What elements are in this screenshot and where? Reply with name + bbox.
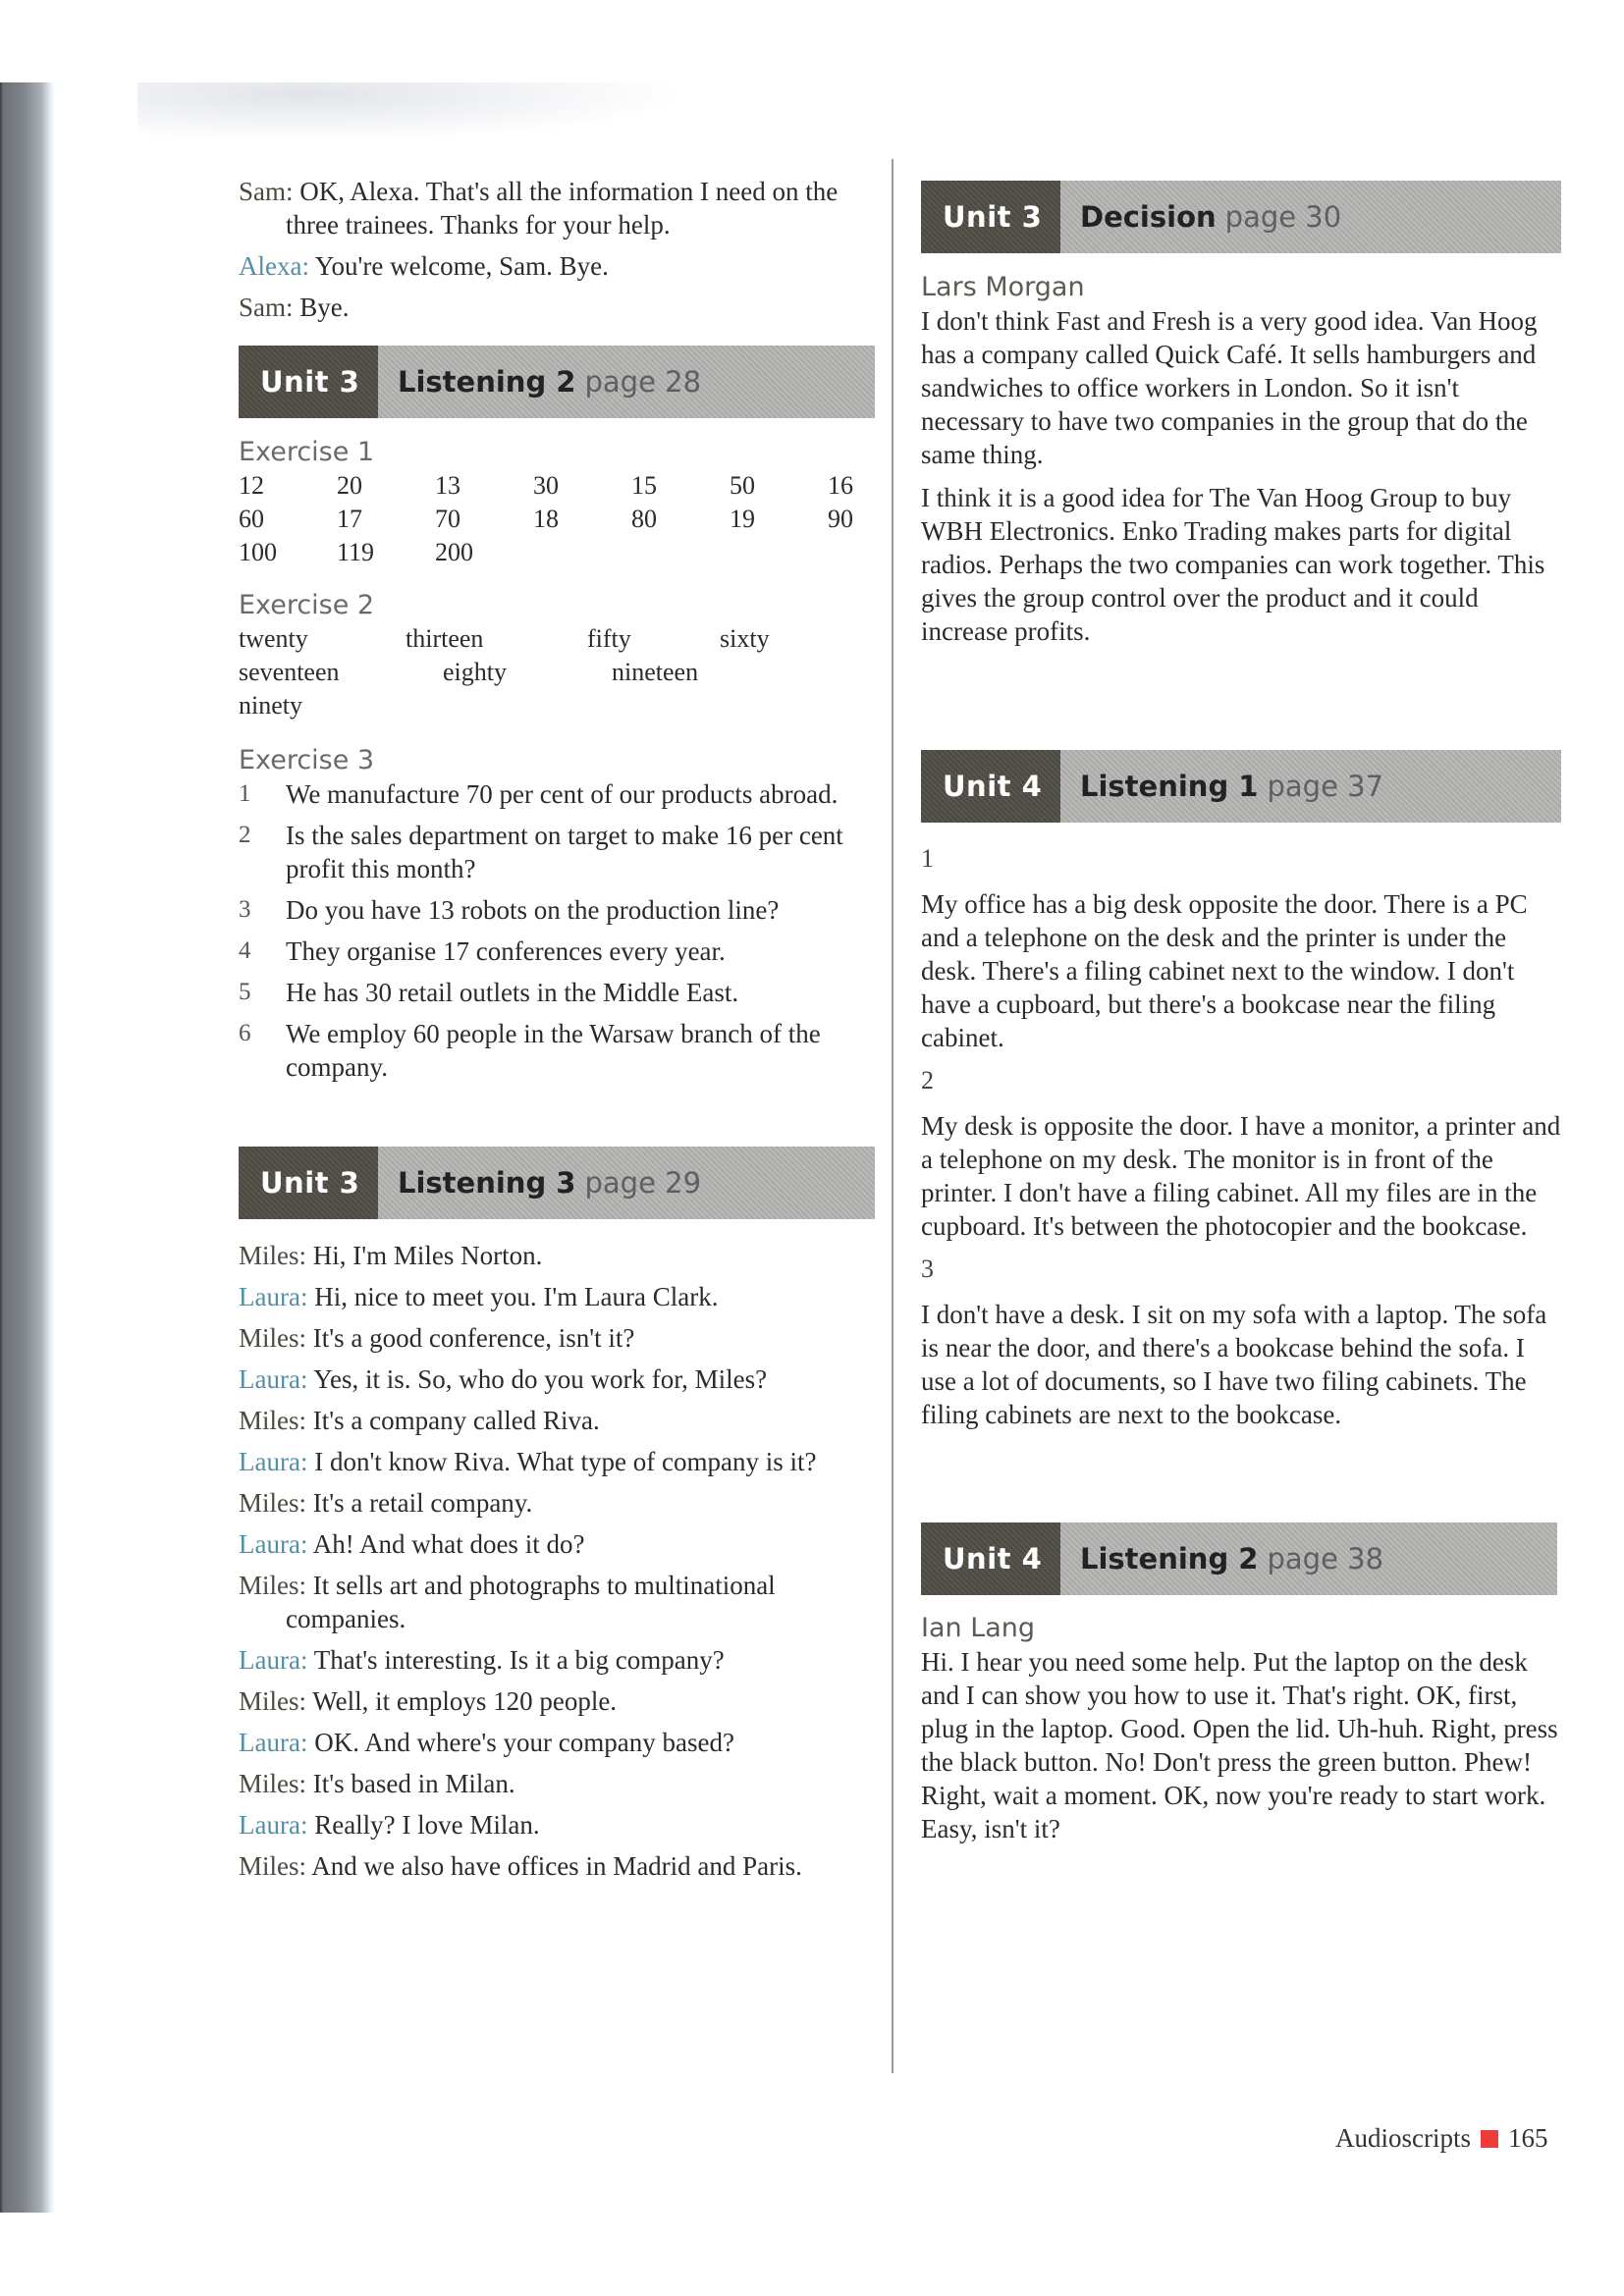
item-text: Is the sales department on target to make 16 per cent profit this month? [286, 821, 843, 883]
speaker-label: Miles: [239, 1571, 307, 1600]
unit-label: Unit 3 [239, 1147, 378, 1219]
number-cell: 200 [435, 538, 473, 566]
number-cell: 13 [435, 471, 460, 500]
paragraph: I think it is a good idea for The Van Hoog Group to buy WBH Electronics. Enko Trading makes parts for digital radios. Perhaps the two companies can work together. This gives the group control over the product and it could increase profits. [921, 483, 1545, 646]
number-cell: 30 [533, 471, 559, 500]
section-header-unit3-listening3 [239, 1147, 875, 1219]
number-cell: 100 [239, 538, 277, 566]
dialogue-line [239, 1569, 877, 1635]
unit-label: Unit 4 [921, 1522, 1060, 1595]
column-divider [892, 159, 893, 2073]
speaker-name: Ian Lang [921, 1613, 1036, 1643]
item-text: We employ 60 people in the Warsaw branch of the company. [286, 1019, 821, 1082]
section-name: Audioscripts [1335, 2123, 1471, 2153]
item-number: 2 [239, 822, 251, 848]
dialogue-line [239, 1445, 877, 1478]
number-cell: 90 [828, 505, 853, 533]
dialogue-text: It's a good conference, isn't it? [312, 1323, 635, 1353]
dialogue-line [239, 1684, 877, 1718]
word-row [239, 656, 877, 689]
speaker-label: Miles: [239, 1686, 307, 1716]
section-header-unit4-listening1 [921, 750, 1561, 823]
number-cell: 119 [337, 538, 375, 566]
speaker-label: Laura: [239, 1728, 308, 1757]
item-text: He has 30 retail outlets in the Middle East. [286, 978, 739, 1007]
item-text: They organise 17 conferences every year. [286, 936, 726, 966]
exercise-heading: Exercise 2 [239, 590, 375, 620]
word-cell: ninety [239, 691, 302, 720]
dialogue-line [239, 1486, 877, 1520]
number-cell: 20 [337, 471, 362, 500]
speaker-label: Laura: [239, 1364, 308, 1394]
number-cell: 17 [337, 505, 362, 533]
item-text: Do you have 13 robots on the production line? [286, 895, 780, 925]
item-number: 3 [921, 1255, 934, 1283]
dialogue-text: Hi, I'm Miles Norton. [312, 1241, 543, 1270]
page-reference: page 37 [1267, 770, 1384, 803]
speaker-label: Laura: [239, 1645, 308, 1675]
item-text: We manufacture 70 per cent of our products abroad. [286, 779, 839, 809]
word-cell: nineteen [612, 658, 699, 686]
number-cell: 60 [239, 505, 264, 533]
page-reference: page 29 [584, 1166, 702, 1200]
speaker-label: Miles: [239, 1241, 307, 1270]
unit-label: Unit 3 [921, 181, 1060, 253]
page-footer [1335, 2123, 1548, 2154]
number-cell: 50 [730, 471, 755, 500]
dialogue-text: OK, Alexa. That's all the information I need on the three trainees. Thanks for your help. [286, 177, 839, 240]
speaker-label: Alexa: [239, 251, 309, 281]
section-name: Decision [1080, 200, 1217, 234]
speaker-label: Laura: [239, 1447, 308, 1476]
section-name: Listening 2 [398, 365, 576, 399]
word-cell: twenty [239, 624, 308, 653]
dialogue-line [239, 1280, 877, 1313]
paragraph: My desk is opposite the door. I have a monitor, a printer and a telephone on my desk. The monitor is in front of the printer. I don't have a filing cabinet. All my files are in the cupboard. It's between the photocopier and the bookcase. [921, 1111, 1561, 1241]
word-row [239, 622, 877, 656]
number-cell: 15 [631, 471, 657, 500]
item-number: 6 [239, 1020, 251, 1046]
dialogue-line [239, 175, 877, 241]
number-cell: 16 [828, 471, 853, 500]
dialogue-text: You're welcome, Sam. Bye. [314, 251, 609, 281]
word-cell: eighty [443, 658, 507, 686]
dialogue-line [239, 1239, 877, 1272]
number-cell: 80 [631, 505, 657, 533]
exercise-heading: Exercise 1 [239, 437, 375, 467]
page-number: 165 [1508, 2123, 1548, 2153]
scan-shadow [137, 82, 687, 141]
dialogue-text: And we also have offices in Madrid and Paris. [311, 1851, 802, 1881]
number-row [239, 503, 877, 536]
list-item [239, 934, 877, 968]
dialogue-line [239, 1527, 877, 1561]
dialogue-line [239, 1404, 877, 1437]
section-name: Listening 3 [398, 1166, 576, 1200]
sentence-list [239, 777, 877, 1084]
dialogue-line [239, 291, 877, 324]
office-descriptions [921, 842, 1564, 1441]
speaker-label: Sam: [239, 293, 294, 322]
dialogue-line [239, 1726, 877, 1759]
dialogue-text: Yes, it is. So, who do you work for, Miles? [313, 1364, 768, 1394]
laptop-instructions [921, 1612, 1564, 1855]
speaker-label: Miles: [239, 1323, 307, 1353]
square-marker-icon [1481, 2130, 1498, 2148]
section-title [1060, 750, 1561, 823]
paragraph: I don't think Fast and Fresh is a very good idea. Van Hoog has a company called Quick Café. It sells hamburgers and sandwiches to office workers in London. So it isn't necessary to have two companies in the group that do the same thing. [921, 306, 1538, 469]
speaker-label: Laura: [239, 1810, 308, 1840]
section-header-unit3-decision [921, 181, 1561, 253]
paragraph: Hi. I hear you need some help. Put the laptop on the desk and I can show you how to use it. That's right. OK, first, plug in the laptop. Good. Open the lid. Uh-huh. Right, press the black button. No! Don't press the green button. Phew! Right, wait a moment. OK, now you're ready to start work. Easy, isn't it? [921, 1647, 1558, 1843]
exercise-heading: Exercise 3 [239, 745, 375, 775]
word-row [239, 689, 877, 722]
decision-text [921, 271, 1564, 658]
dialogue-text: It sells art and photographs to multinational companies. [286, 1571, 776, 1633]
dialogue-text: Hi, nice to meet you. I'm Laura Clark. [314, 1282, 719, 1311]
item-number: 1 [921, 844, 934, 873]
page-reference: page 30 [1224, 200, 1342, 234]
dialogue-text: Well, it employs 120 people. [312, 1686, 618, 1716]
unit-label: Unit 3 [239, 346, 378, 418]
section-header-unit3-listening2 [239, 346, 875, 418]
dialogue-line [239, 1849, 877, 1883]
word-cell: thirteen [406, 624, 484, 653]
page-binding-shadow [0, 82, 55, 2213]
word-cell: seventeen [239, 658, 340, 686]
dialogue-text: It's based in Milan. [312, 1769, 515, 1798]
speaker-label: Sam: [239, 177, 294, 206]
dialogue-line [239, 1321, 877, 1355]
dialogue-text: Ah! And what does it do? [312, 1529, 585, 1559]
list-item [239, 777, 877, 811]
intro-dialogue [239, 175, 877, 332]
list-item [239, 1017, 877, 1084]
dialogue-line [239, 1767, 877, 1800]
page-reference: page 28 [584, 365, 702, 399]
section-header-unit4-listening2 [921, 1522, 1557, 1595]
conversation-miles-laura [239, 1239, 877, 1891]
list-item [239, 976, 877, 1009]
number-cell: 70 [435, 505, 460, 533]
number-row [239, 469, 877, 503]
item-number: 1 [239, 780, 251, 807]
speaker-label: Miles: [239, 1406, 307, 1435]
speaker-label: Miles: [239, 1769, 307, 1798]
number-cell: 18 [533, 505, 559, 533]
section-title [378, 346, 875, 418]
item-number: 3 [239, 896, 251, 923]
number-cell: 19 [730, 505, 755, 533]
speaker-label: Miles: [239, 1488, 307, 1518]
list-item [239, 893, 877, 927]
exercise-3 [239, 744, 877, 1092]
unit-label: Unit 4 [921, 750, 1060, 823]
paragraph: My office has a big desk opposite the door. There is a PC and a telephone on the desk and the printer is under the desk. There's a filing cabinet next to the window. I don't have a cupboard, but there's a bookcase near the filing cabinet. [921, 889, 1528, 1052]
dialogue-line [239, 249, 877, 283]
exercise-1 [239, 436, 877, 569]
number-cell: 12 [239, 471, 264, 500]
word-cell: fifty [587, 624, 631, 653]
page-reference: page 38 [1267, 1542, 1384, 1575]
section-title [378, 1147, 875, 1219]
dialogue-text: Bye. [299, 293, 350, 322]
dialogue-line [239, 1643, 877, 1677]
speaker-label: Laura: [239, 1529, 308, 1559]
dialogue-text: It's a retail company. [312, 1488, 533, 1518]
dialogue-text: OK. And where's your company based? [314, 1728, 734, 1757]
dialogue-text: Really? I love Milan. [314, 1810, 540, 1840]
item-number: 5 [239, 979, 251, 1005]
item-number: 2 [921, 1066, 934, 1095]
item-number: 4 [239, 937, 251, 964]
speaker-name: Lars Morgan [921, 272, 1085, 302]
dialogue-text: It's a company called Riva. [312, 1406, 600, 1435]
dialogue-text: I don't know Riva. What type of company is it? [314, 1447, 817, 1476]
section-title [1060, 181, 1561, 253]
number-row [239, 536, 877, 569]
speaker-label: Miles: [239, 1851, 307, 1881]
section-title [1060, 1522, 1557, 1595]
dialogue-line [239, 1362, 877, 1396]
exercise-2 [239, 589, 877, 722]
section-name: Listening 1 [1080, 770, 1259, 803]
dialogue-text: That's interesting. Is it a big company? [313, 1645, 725, 1675]
word-cell: sixty [720, 624, 770, 653]
list-item [239, 819, 877, 885]
paragraph: I don't have a desk. I sit on my sofa with a laptop. The sofa is near the door, and there's a bookcase behind the sofa. I use a lot of documents, so I have two filing cabinets. The filing cabinets are next to the bookcase. [921, 1300, 1547, 1429]
dialogue-line [239, 1808, 877, 1842]
section-name: Listening 2 [1080, 1542, 1259, 1575]
speaker-label: Laura: [239, 1282, 308, 1311]
